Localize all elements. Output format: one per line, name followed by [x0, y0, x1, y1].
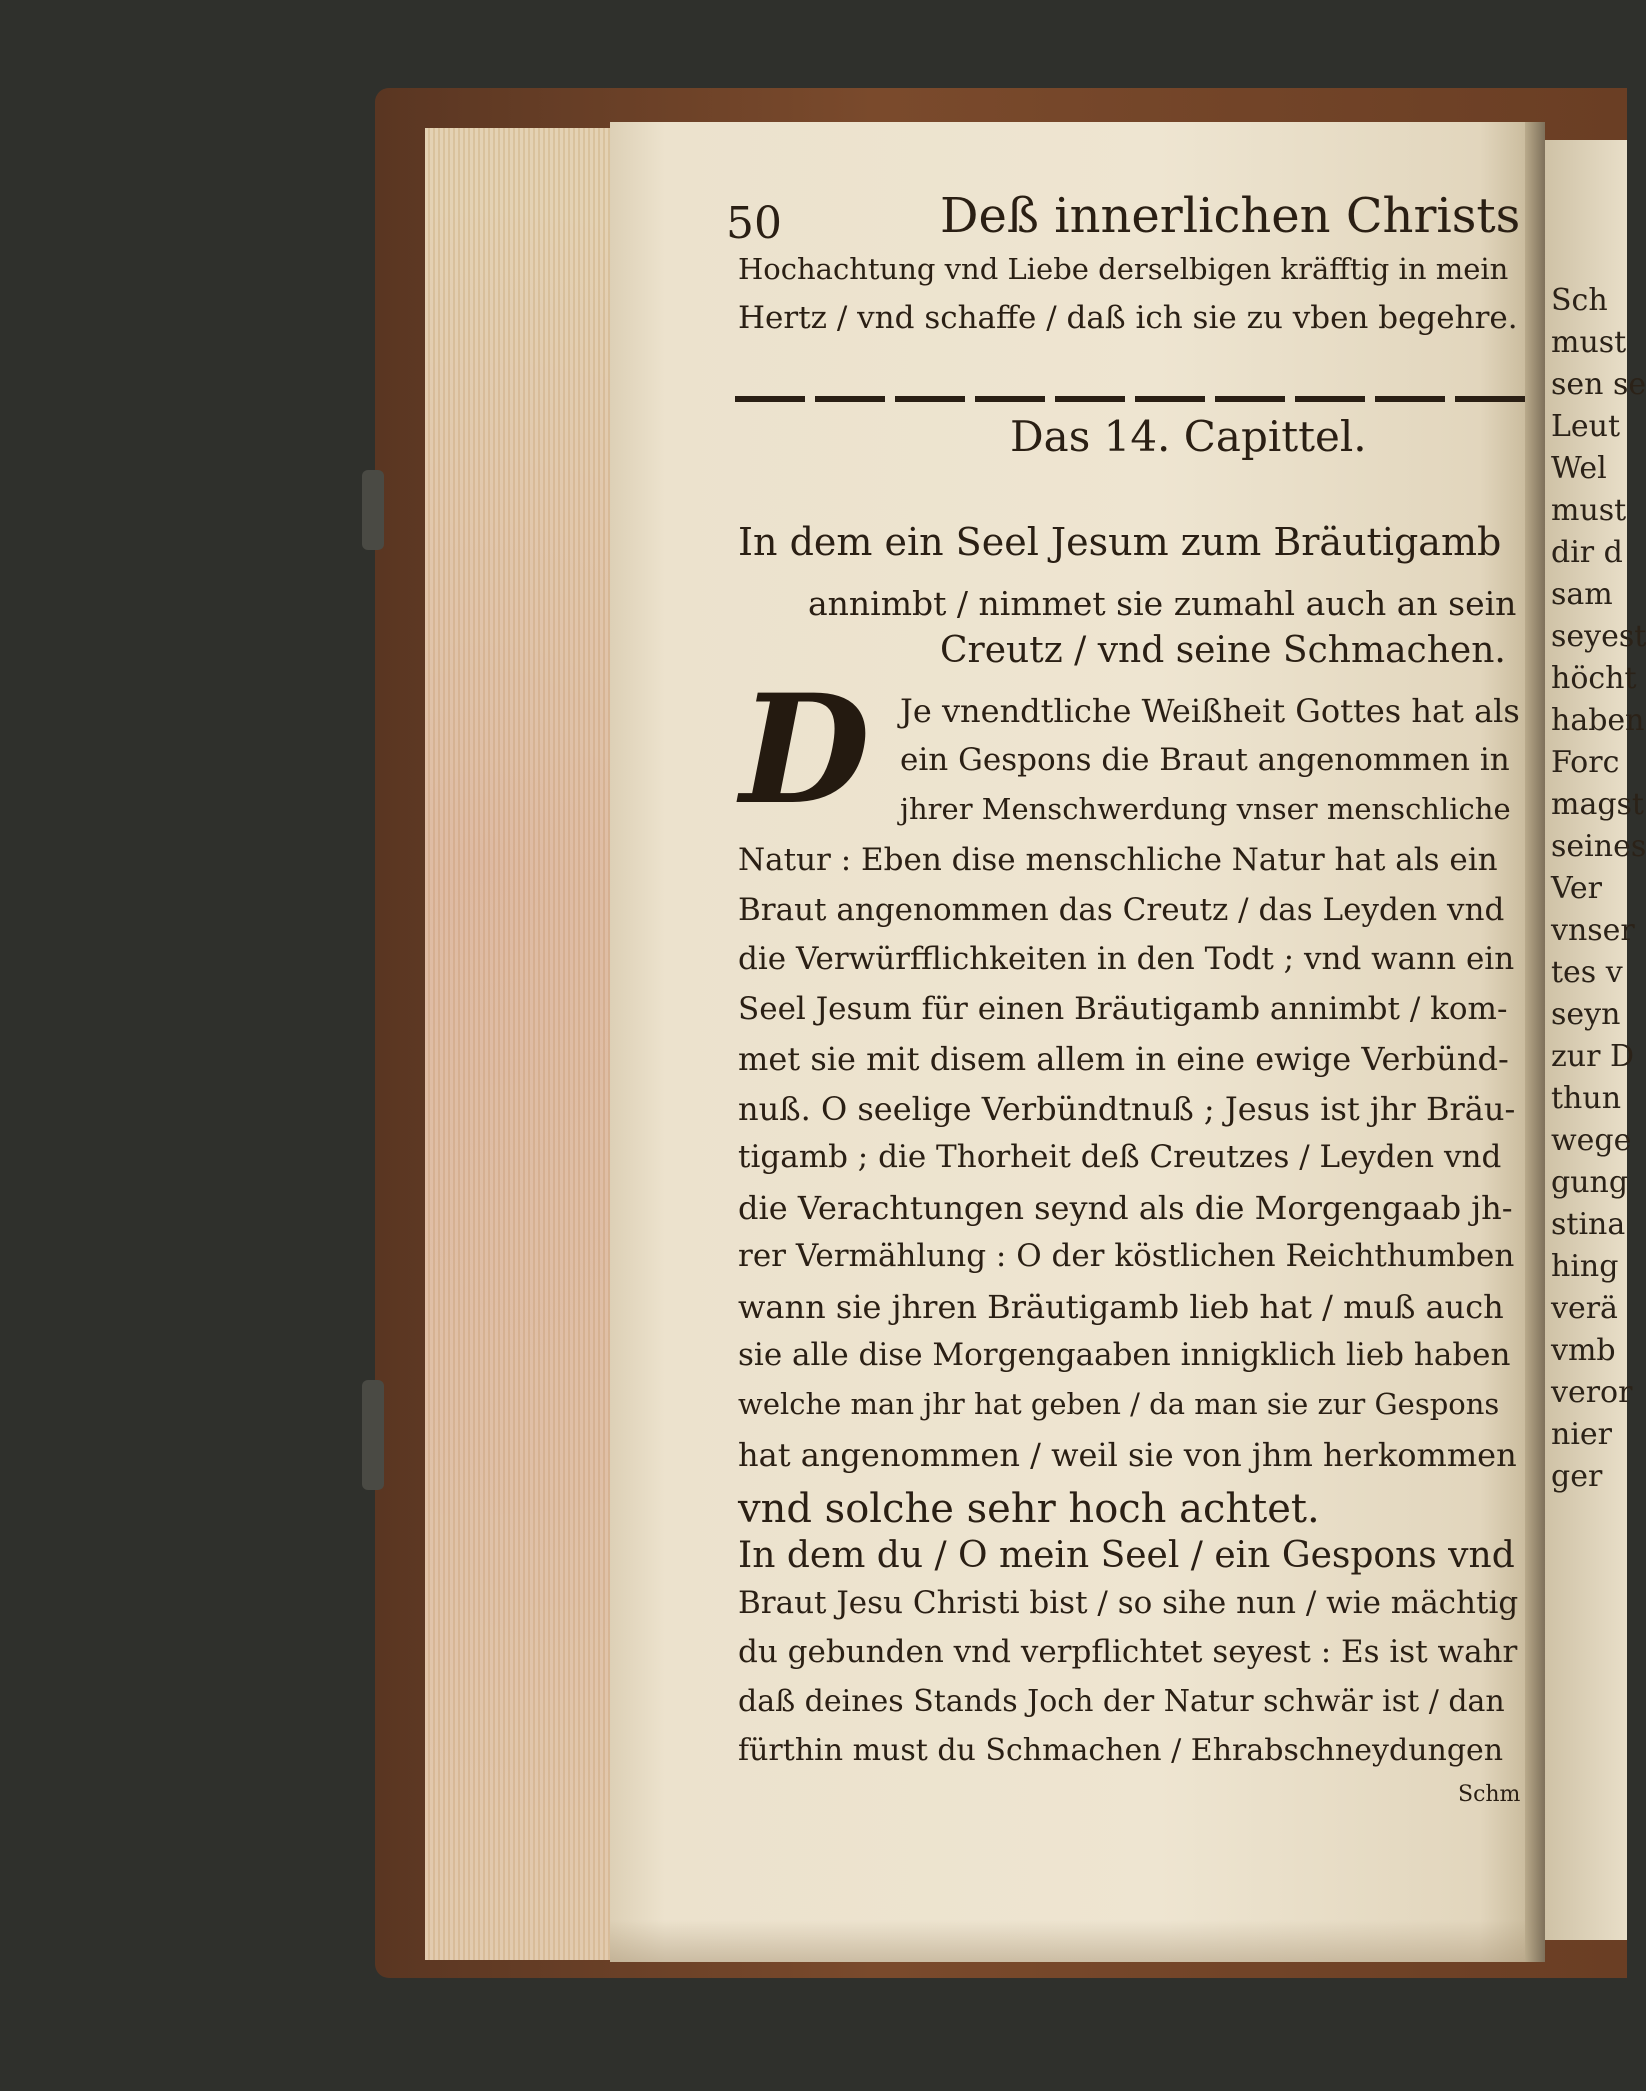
facing-page-line: zur D	[1551, 1039, 1635, 1074]
body-line: Seel Jesum für einen Bräutigamb annimbt / kom-	[738, 990, 1508, 1027]
chapter-title-line: annimbt / nimmet sie zumahl auch an sein	[808, 584, 1517, 623]
body-line: tigamb ; die Thorheit deß Creutzes / Leyden vnd	[738, 1139, 1502, 1175]
body-line: du gebunden vnd verpflichtet seyest : Es ist wahr	[738, 1634, 1518, 1670]
catchword: Schm	[1458, 1782, 1521, 1807]
body-line: rer Vermählung : O der köstlichen Reichthumben	[738, 1238, 1515, 1274]
facing-page-line: Sch	[1551, 283, 1608, 318]
facing-page-line: sen se	[1551, 367, 1646, 402]
facing-page-line: dir d	[1551, 535, 1623, 570]
facing-page-line: vnser	[1551, 913, 1635, 948]
facing-page-line: verä	[1551, 1291, 1618, 1326]
facing-page-line: tes v	[1551, 955, 1623, 990]
body-line: Braut Jesu Christi bist / so sihe nun / wie mächtig	[738, 1584, 1519, 1621]
facing-page-line: wege	[1551, 1123, 1632, 1158]
section-rule	[735, 396, 1525, 402]
body-line: welche man jhr hat geben / da man sie zur Gespons	[738, 1386, 1500, 1421]
facing-page-lines	[1545, 280, 1646, 1498]
decorated-initial: D	[740, 662, 871, 838]
page-stain	[610, 1920, 1525, 1962]
chapter-number: Das 14. Capittel.	[1010, 412, 1367, 461]
chapter-title-line: Creutz / vnd seine Schmachen.	[940, 630, 1506, 671]
facing-page-line: sam	[1551, 577, 1613, 612]
first-line: ein Gespons die Braut angenommen in	[900, 742, 1510, 778]
body-line: die Verachtungen seynd als die Morgengaab jh-	[738, 1188, 1513, 1227]
body-line: In dem du / O mein Seel / ein Gespons vnd	[738, 1535, 1515, 1576]
facing-page-line: ger	[1551, 1459, 1603, 1494]
body-line: Natur : Eben dise menschliche Natur hat als ein	[738, 842, 1498, 878]
body-line: met sie mit disem allem in eine ewige Verbünd-	[738, 1040, 1509, 1078]
facing-page-line: gung	[1551, 1165, 1629, 1200]
facing-page-line: Forc	[1551, 745, 1620, 780]
facing-page-line: hing	[1551, 1249, 1619, 1284]
first-line: jhrer Menschwerdung vnser menschliche	[900, 792, 1511, 826]
body-line: sie alle dise Morgengaaben innigklich lieb haben	[738, 1337, 1511, 1373]
facing-page-line: must	[1551, 493, 1627, 528]
body-line: vnd solche sehr hoch achtet.	[738, 1485, 1320, 1532]
book-gutter	[1525, 122, 1545, 1962]
book-clasp-top	[362, 470, 384, 550]
intro-line: Hertz / vnd schaffe / daß ich sie zu vben begehre.	[738, 300, 1518, 336]
facing-page-line: seyest	[1551, 619, 1646, 654]
body-line: nuß. O seelige Verbündtnuß ; Jesus ist jhr Bräu-	[738, 1089, 1516, 1128]
page-number: 50	[726, 198, 782, 249]
facing-page-line: must	[1551, 325, 1627, 360]
facing-page-line: höcht	[1551, 661, 1637, 696]
running-head: Deß innerlichen Christs	[940, 188, 1521, 244]
intro-line: Hochachtung vnd Liebe derselbigen kräfftig in mein	[738, 252, 1509, 286]
facing-page-line: seines	[1551, 829, 1646, 864]
facing-page-line: veror	[1551, 1375, 1633, 1410]
facing-page-line: thun	[1551, 1081, 1622, 1116]
facing-page-line: haben	[1551, 703, 1645, 738]
facing-page-line: stina	[1551, 1207, 1626, 1242]
facing-page-line: Wel	[1551, 451, 1607, 486]
book-clasp-bottom	[362, 1380, 384, 1490]
body-line: hat angenommen / weil sie von jhm herkommen	[738, 1436, 1517, 1474]
first-line: Je vnendtliche Weißheit Gottes hat als	[900, 692, 1520, 730]
body-line: fürthin must du Schmachen / Ehrabschneydungen	[738, 1733, 1504, 1768]
facing-page-line: nier	[1551, 1417, 1613, 1452]
body-line: Braut angenommen das Creutz / das Leyden vnd	[738, 891, 1505, 928]
body-line: daß deines Stands Joch der Natur schwär ist / dan	[738, 1683, 1505, 1719]
page-edges	[425, 128, 610, 1960]
body-line: die Verwürfflichkeiten in den Todt ; vnd wann ein	[738, 941, 1515, 977]
facing-page-line: Leut	[1551, 409, 1621, 444]
facing-page-line: seyn	[1551, 997, 1621, 1032]
facing-page-line: vmb	[1551, 1333, 1616, 1368]
chapter-title-line: In dem ein Seel Jesum zum Bräutigamb	[738, 520, 1502, 564]
facing-page-line: Ver	[1551, 871, 1603, 906]
facing-page-line: magst	[1551, 787, 1644, 822]
body-line: wann sie jhren Bräutigamb lieb hat / muß auch	[738, 1287, 1504, 1326]
facing-page-fragment	[1545, 140, 1646, 1940]
